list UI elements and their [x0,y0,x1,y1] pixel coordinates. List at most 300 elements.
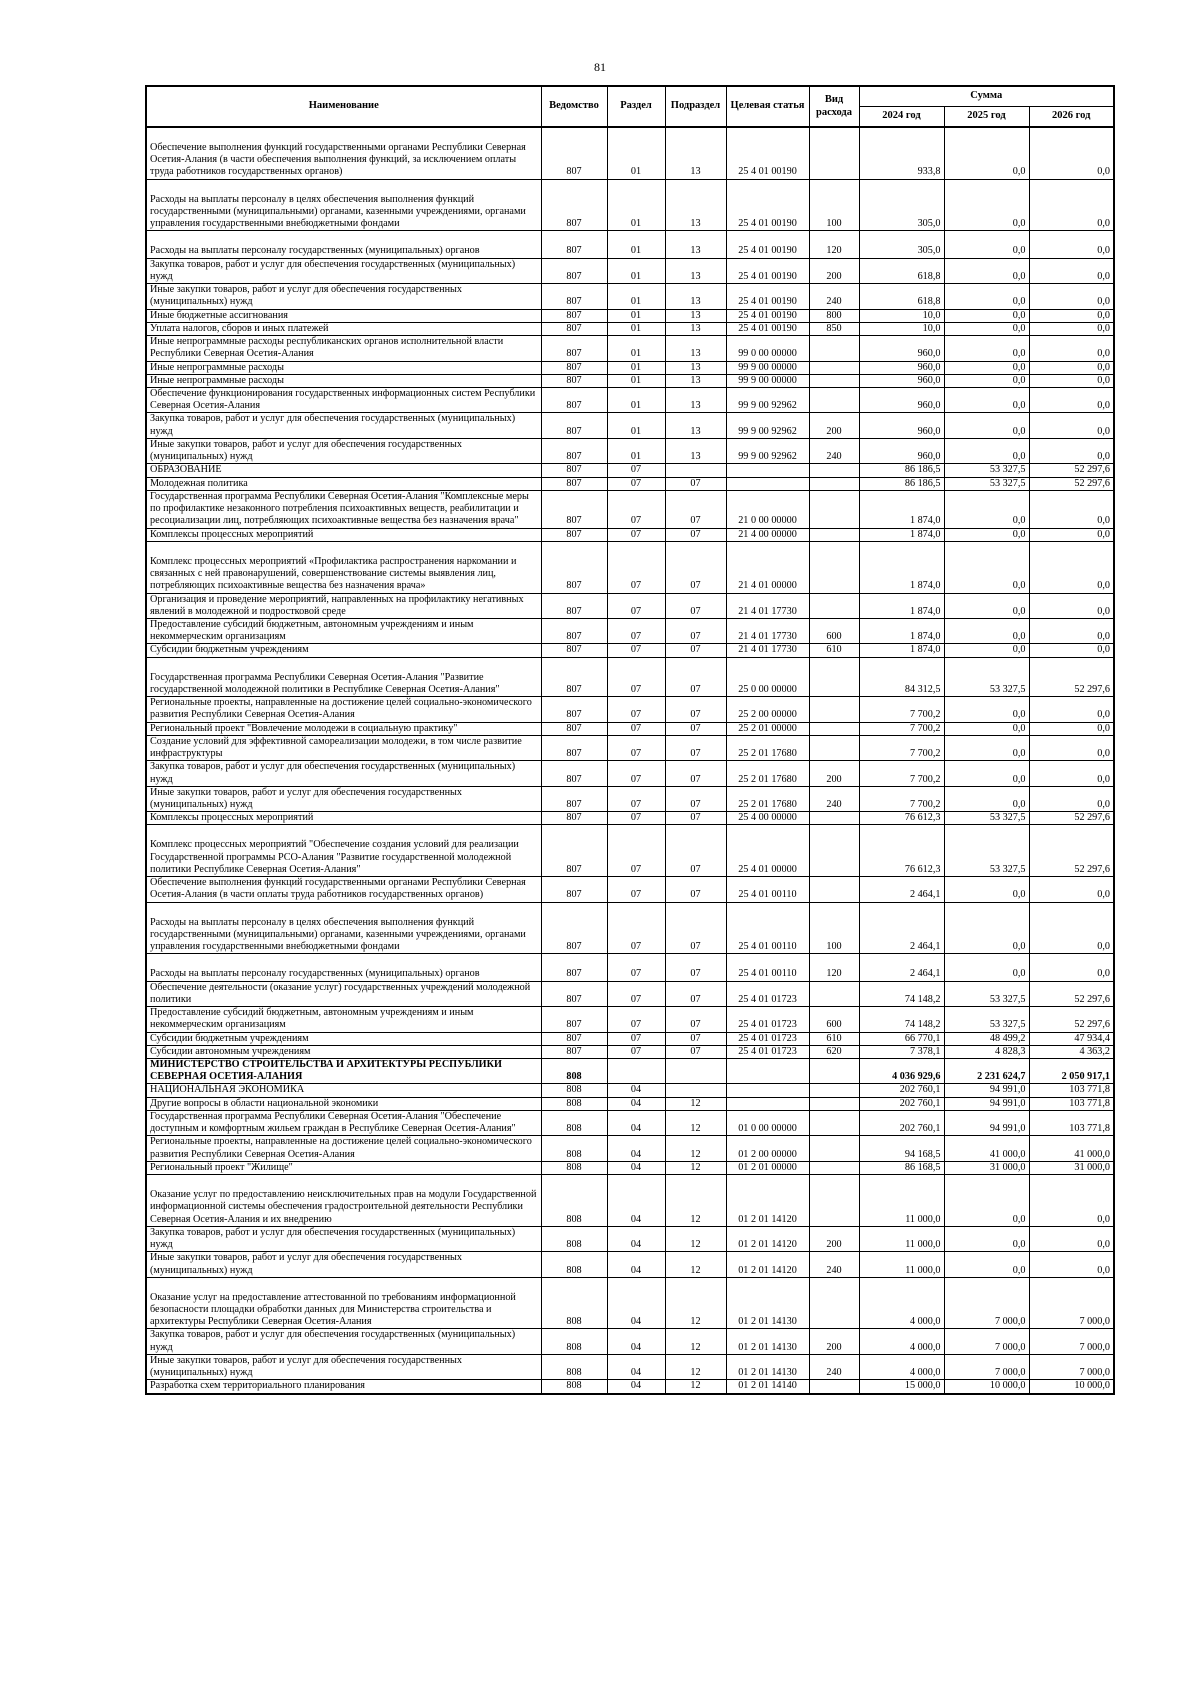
cell-2024: 11 000,0 [859,1175,944,1227]
cell-vid: 200 [809,413,859,438]
cell-2026: 41 000,0 [1029,1136,1114,1161]
cell-target: 25 4 01 00190 [726,231,809,258]
cell-2025: 0,0 [944,258,1029,283]
cell-2026: 0,0 [1029,387,1114,412]
cell-vedomstvo: 807 [541,902,607,954]
cell-2024: 202 760,1 [859,1097,944,1110]
cell-name: Молодежная политика [146,477,541,490]
cell-2024: 1 874,0 [859,541,944,593]
cell-razdel: 07 [607,981,665,1006]
cell-vid: 240 [809,1252,859,1277]
cell-2025: 53 327,5 [944,812,1029,825]
cell-name: Обеспечение выполнения функций государственными органами Республики Северная Осетия-Алания (в части обеспечения выполнения функций, за исключением оплаты труда работников государственных органов) [146,127,541,179]
cell-vedomstvo: 807 [541,761,607,786]
cell-podrazdel: 07 [665,1045,726,1058]
cell-vid [809,1277,859,1329]
cell-2026: 0,0 [1029,231,1114,258]
cell-razdel: 07 [607,697,665,722]
cell-2024: 10,0 [859,309,944,322]
cell-razdel: 07 [607,541,665,593]
cell-name: Расходы на выплаты персоналу государственных (муниципальных) органов [146,231,541,258]
cell-2026: 0,0 [1029,528,1114,541]
cell-vedomstvo: 807 [541,657,607,696]
cell-razdel: 04 [607,1252,665,1277]
cell-2024: 618,8 [859,258,944,283]
header-target: Целевая статья [726,86,809,127]
cell-2024: 960,0 [859,374,944,387]
table-row [146,1175,1114,1227]
cell-vid [809,1097,859,1110]
table-row [146,322,1114,335]
cell-vedomstvo: 807 [541,825,607,877]
cell-2024: 74 148,2 [859,981,944,1006]
cell-vid [809,735,859,760]
cell-podrazdel: 13 [665,179,726,231]
cell-vedomstvo: 807 [541,127,607,179]
cell-vid [809,464,859,477]
cell-razdel: 07 [607,1045,665,1058]
cell-name: ОБРАЗОВАНИЕ [146,464,541,477]
header-summa: Сумма [859,86,1114,107]
cell-vedomstvo: 807 [541,981,607,1006]
table-row [146,374,1114,387]
cell-vedomstvo: 808 [541,1097,607,1110]
cell-2024: 4 000,0 [859,1277,944,1329]
cell-2026: 0,0 [1029,336,1114,361]
cell-razdel: 07 [607,812,665,825]
cell-target: 21 4 00 00000 [726,528,809,541]
cell-2026: 52 297,6 [1029,657,1114,696]
cell-razdel: 07 [607,490,665,528]
cell-podrazdel: 13 [665,231,726,258]
cell-razdel: 04 [607,1097,665,1110]
cell-2025: 0,0 [944,1252,1029,1277]
cell-target: 01 2 01 14130 [726,1354,809,1379]
cell-podrazdel [665,1059,726,1084]
cell-2025: 0,0 [944,528,1029,541]
cell-podrazdel: 07 [665,735,726,760]
cell-2024: 10,0 [859,322,944,335]
cell-target: 25 0 00 00000 [726,657,809,696]
cell-vid [809,528,859,541]
cell-2026: 7 000,0 [1029,1329,1114,1354]
cell-2024: 2 464,1 [859,902,944,954]
cell-2024: 7 700,2 [859,697,944,722]
cell-2025: 41 000,0 [944,1136,1029,1161]
cell-2025: 31 000,0 [944,1161,1029,1174]
cell-2025: 0,0 [944,644,1029,657]
page-number: 81 [594,60,606,74]
cell-name: Иные закупки товаров, работ и услуг для обеспечения государственных (муниципальных) нужд [146,1252,541,1277]
cell-razdel: 01 [607,361,665,374]
cell-target [726,464,809,477]
cell-2026: 0,0 [1029,761,1114,786]
cell-2025: 53 327,5 [944,657,1029,696]
cell-2025: 0,0 [944,786,1029,811]
cell-target: 25 2 01 17680 [726,786,809,811]
cell-vid: 600 [809,618,859,643]
cell-vid [809,387,859,412]
cell-2026: 52 297,6 [1029,981,1114,1006]
table-row [146,1380,1114,1394]
cell-razdel: 07 [607,735,665,760]
cell-podrazdel: 13 [665,361,726,374]
cell-name: Закупка товаров, работ и услуг для обеспечения государственных (муниципальных) нужд [146,1226,541,1251]
cell-vid [809,336,859,361]
cell-2025: 0,0 [944,735,1029,760]
table-row [146,284,1114,309]
cell-name: Оказание услуг по предоставлению неисключительных прав на модули Государственной информационной системы обеспечения градостроительной деятельности Республики Северная Осетия-Алания и их внедрению [146,1175,541,1227]
cell-name: Организация и проведение мероприятий, направленных на профилактику негативных явлений в молодежной и подростковой среде [146,593,541,618]
cell-vid [809,361,859,374]
cell-name: Закупка товаров, работ и услуг для обеспечения государственных (муниципальных) нужд [146,1329,541,1354]
cell-2026: 0,0 [1029,179,1114,231]
table-row [146,387,1114,412]
table-row [146,877,1114,902]
cell-razdel: 07 [607,902,665,954]
cell-razdel: 07 [607,825,665,877]
cell-target: 21 0 00 00000 [726,490,809,528]
table-row [146,1161,1114,1174]
cell-2024: 933,8 [859,127,944,179]
cell-razdel: 07 [607,464,665,477]
cell-podrazdel: 07 [665,954,726,981]
cell-vid [809,877,859,902]
cell-2026: 0,0 [1029,735,1114,760]
cell-target: 25 2 01 17680 [726,735,809,760]
cell-target: 99 9 00 00000 [726,361,809,374]
cell-2024: 1 874,0 [859,528,944,541]
cell-vid: 200 [809,1226,859,1251]
header-vedomstvo: Ведомство [541,86,607,127]
cell-2024: 2 464,1 [859,877,944,902]
cell-2024: 305,0 [859,179,944,231]
cell-vid [809,697,859,722]
cell-podrazdel: 13 [665,309,726,322]
cell-2026: 52 297,6 [1029,1007,1114,1032]
table-row [146,438,1114,463]
cell-name: Иные непрограммные расходы [146,361,541,374]
cell-target [726,1084,809,1097]
cell-2024: 1 874,0 [859,644,944,657]
cell-vedomstvo: 807 [541,1007,607,1032]
cell-name: Иные закупки товаров, работ и услуг для обеспечения государственных (муниципальных) нужд [146,1354,541,1379]
cell-name: НАЦИОНАЛЬНАЯ ЭКОНОМИКА [146,1084,541,1097]
cell-2026: 52 297,6 [1029,812,1114,825]
cell-target: 99 9 00 00000 [726,374,809,387]
cell-2024: 76 612,3 [859,825,944,877]
header-2025: 2025 год [944,107,1029,128]
cell-vedomstvo: 807 [541,387,607,412]
cell-target: 01 2 01 14130 [726,1277,809,1329]
cell-name: Региональный проект "Вовлечение молодежи в социальную практику" [146,722,541,735]
table-row [146,336,1114,361]
cell-2025: 7 000,0 [944,1277,1029,1329]
cell-razdel: 01 [607,231,665,258]
cell-vedomstvo: 807 [541,322,607,335]
cell-2024: 305,0 [859,231,944,258]
cell-podrazdel: 07 [665,528,726,541]
cell-razdel: 07 [607,593,665,618]
cell-name: Субсидии бюджетным учреждениям [146,644,541,657]
cell-target: 21 4 01 17730 [726,593,809,618]
cell-2025: 0,0 [944,1175,1029,1227]
cell-podrazdel: 07 [665,477,726,490]
cell-vedomstvo: 807 [541,618,607,643]
cell-razdel: 07 [607,644,665,657]
cell-2024: 960,0 [859,336,944,361]
cell-podrazdel: 07 [665,593,726,618]
cell-razdel: 01 [607,322,665,335]
cell-podrazdel: 07 [665,812,726,825]
cell-podrazdel [665,1084,726,1097]
cell-vedomstvo: 808 [541,1277,607,1329]
table-row [146,902,1114,954]
cell-vedomstvo: 807 [541,786,607,811]
cell-2025: 0,0 [944,374,1029,387]
table-row [146,1097,1114,1110]
cell-2024: 66 770,1 [859,1032,944,1045]
cell-razdel: 04 [607,1175,665,1227]
cell-target: 25 4 01 00110 [726,877,809,902]
cell-podrazdel: 13 [665,127,726,179]
cell-2024: 618,8 [859,284,944,309]
cell-2024: 7 378,1 [859,1045,944,1058]
table-row [146,477,1114,490]
cell-2024: 2 464,1 [859,954,944,981]
cell-vedomstvo: 808 [541,1354,607,1379]
cell-name: Региональные проекты, направленные на достижение целей социально-экономического развития Республики Северная Осетия-Алания [146,697,541,722]
cell-razdel: 01 [607,284,665,309]
cell-2025: 0,0 [944,179,1029,231]
cell-2026: 0,0 [1029,618,1114,643]
cell-name: Субсидии бюджетным учреждениям [146,1032,541,1045]
table-row [146,464,1114,477]
table-row [146,179,1114,231]
cell-name: Государственная программа Республики Северная Осетия-Алания "Обеспечение доступным и комфортным жильем граждан в Республике Северная Осетия-Алания" [146,1110,541,1135]
table-row [146,825,1114,877]
cell-podrazdel: 12 [665,1161,726,1174]
cell-2025: 0,0 [944,593,1029,618]
cell-vedomstvo: 807 [541,490,607,528]
cell-2024: 960,0 [859,438,944,463]
cell-vedomstvo: 808 [541,1175,607,1227]
header-podrazdel: Подраздел [665,86,726,127]
cell-2025: 7 000,0 [944,1354,1029,1379]
cell-vid: 850 [809,322,859,335]
cell-podrazdel: 07 [665,722,726,735]
cell-razdel: 01 [607,258,665,283]
cell-razdel: 07 [607,786,665,811]
cell-razdel: 04 [607,1136,665,1161]
cell-2024: 7 700,2 [859,761,944,786]
cell-vedomstvo: 807 [541,812,607,825]
cell-vid: 120 [809,231,859,258]
cell-podrazdel: 07 [665,644,726,657]
cell-vid: 240 [809,786,859,811]
cell-2024: 202 760,1 [859,1110,944,1135]
cell-podrazdel: 12 [665,1097,726,1110]
table-row [146,644,1114,657]
cell-podrazdel: 07 [665,490,726,528]
cell-vedomstvo: 808 [541,1110,607,1135]
table-row [146,309,1114,322]
cell-razdel: 04 [607,1329,665,1354]
cell-podrazdel: 13 [665,413,726,438]
cell-vid: 200 [809,761,859,786]
cell-vid [809,541,859,593]
header-2026: 2026 год [1029,107,1114,128]
cell-2025: 0,0 [944,231,1029,258]
cell-podrazdel: 12 [665,1354,726,1379]
cell-name: Региональные проекты, направленные на достижение целей социально-экономического развития Республики Северная Осетия-Алания [146,1136,541,1161]
cell-razdel: 01 [607,374,665,387]
cell-2026: 0,0 [1029,284,1114,309]
cell-2026: 0,0 [1029,1252,1114,1277]
cell-vid [809,374,859,387]
cell-name: Иные непрограммные расходы [146,374,541,387]
table-row [146,954,1114,981]
cell-2025: 53 327,5 [944,825,1029,877]
cell-razdel: 07 [607,657,665,696]
table-row [146,258,1114,283]
cell-target: 01 2 01 14130 [726,1329,809,1354]
cell-target: 25 4 01 00190 [726,309,809,322]
cell-2024: 15 000,0 [859,1380,944,1394]
table-row [146,697,1114,722]
cell-2025: 7 000,0 [944,1329,1029,1354]
cell-2025: 0,0 [944,322,1029,335]
cell-name: Иные закупки товаров, работ и услуг для обеспечения государственных (муниципальных) нужд [146,786,541,811]
cell-vedomstvo: 808 [541,1161,607,1174]
cell-vedomstvo: 807 [541,1045,607,1058]
cell-vedomstvo: 807 [541,258,607,283]
cell-target [726,1097,809,1110]
cell-2026: 0,0 [1029,258,1114,283]
cell-podrazdel: 13 [665,258,726,283]
cell-2024: 94 168,5 [859,1136,944,1161]
cell-razdel: 01 [607,179,665,231]
cell-2025: 0,0 [944,541,1029,593]
cell-2026: 103 771,8 [1029,1097,1114,1110]
cell-podrazdel: 12 [665,1226,726,1251]
cell-target: 21 4 01 17730 [726,644,809,657]
cell-razdel: 04 [607,1226,665,1251]
cell-target: 01 2 01 14120 [726,1175,809,1227]
cell-2025: 0,0 [944,284,1029,309]
cell-podrazdel: 07 [665,786,726,811]
cell-name: Комплекс процессных мероприятий "Обеспечение создания условий для реализации Государственной программы РСО-Алания "Развитие государственной молодежной политики Республике Северная Осетия-Алания" [146,825,541,877]
cell-name: Расходы на выплаты персоналу в целях обеспечения выполнения функций государственными (муниципальными) органами, казенными учреждениями, органами управления государственными внебюджетными фондами [146,902,541,954]
cell-2026: 7 000,0 [1029,1277,1114,1329]
cell-2025: 0,0 [944,722,1029,735]
cell-2024: 11 000,0 [859,1252,944,1277]
cell-name: Обеспечение выполнения функций государственными органами Республики Северная Осетия-Алания (в части оплаты труда работников государственных органов) [146,877,541,902]
cell-name: Уплата налогов, сборов и иных платежей [146,322,541,335]
cell-podrazdel: 13 [665,336,726,361]
cell-vid [809,1380,859,1394]
header-vid: Вид расхода [809,86,859,127]
cell-2024: 76 612,3 [859,812,944,825]
cell-name: МИНИСТЕРСТВО СТРОИТЕЛЬСТВА И АРХИТЕКТУРЫ РЕСПУБЛИКИ СЕВЕРНАЯ ОСЕТИЯ-АЛАНИЯ [146,1059,541,1084]
cell-name: Закупка товаров, работ и услуг для обеспечения государственных (муниципальных) нужд [146,258,541,283]
cell-name: Предоставление субсидий бюджетным, автономным учреждениям и иным некоммерческим организациям [146,1007,541,1032]
cell-2024: 960,0 [859,387,944,412]
cell-target: 99 0 00 00000 [726,336,809,361]
table-row [146,127,1114,179]
cell-name: Другие вопросы в области национальной экономики [146,1097,541,1110]
cell-2026: 0,0 [1029,786,1114,811]
cell-razdel: 01 [607,438,665,463]
cell-target: 25 4 01 00190 [726,258,809,283]
cell-2026: 31 000,0 [1029,1161,1114,1174]
cell-razdel: 07 [607,954,665,981]
header-name: Наименование [146,86,541,127]
cell-vedomstvo: 807 [541,284,607,309]
cell-vid: 240 [809,1354,859,1379]
cell-vid: 200 [809,1329,859,1354]
table-row [146,1032,1114,1045]
cell-podrazdel: 13 [665,322,726,335]
header-razdel: Раздел [607,86,665,127]
cell-2025: 94 991,0 [944,1097,1029,1110]
cell-vid: 800 [809,309,859,322]
table-row [146,1007,1114,1032]
cell-vedomstvo: 807 [541,644,607,657]
cell-2024: 4 000,0 [859,1354,944,1379]
cell-2024: 7 700,2 [859,722,944,735]
cell-vid: 620 [809,1045,859,1058]
cell-2024: 86 186,5 [859,477,944,490]
cell-2026: 0,0 [1029,593,1114,618]
cell-2025: 4 828,3 [944,1045,1029,1058]
cell-vedomstvo: 807 [541,528,607,541]
cell-2025: 0,0 [944,336,1029,361]
cell-vid [809,127,859,179]
cell-vid: 120 [809,954,859,981]
cell-vedomstvo: 807 [541,336,607,361]
table-header [146,86,1114,127]
cell-target: 25 4 01 00110 [726,954,809,981]
cell-vedomstvo: 807 [541,735,607,760]
table-row [146,981,1114,1006]
cell-2026: 103 771,8 [1029,1110,1114,1135]
cell-vid: 240 [809,284,859,309]
cell-vid [809,1084,859,1097]
cell-name: Иные непрограммные расходы республиканских органов исполнительной власти Республики Северная Осетия-Алания [146,336,541,361]
cell-podrazdel: 07 [665,541,726,593]
cell-name: Закупка товаров, работ и услуг для обеспечения государственных (муниципальных) нужд [146,761,541,786]
cell-podrazdel: 07 [665,902,726,954]
cell-vedomstvo: 808 [541,1084,607,1097]
cell-target: 01 2 01 14140 [726,1380,809,1394]
cell-2026: 0,0 [1029,361,1114,374]
cell-vid: 610 [809,644,859,657]
cell-target: 01 2 01 14120 [726,1252,809,1277]
cell-2025: 10 000,0 [944,1380,1029,1394]
table-row [146,735,1114,760]
cell-2024: 1 874,0 [859,593,944,618]
cell-2025: 53 327,5 [944,477,1029,490]
cell-podrazdel [665,464,726,477]
cell-razdel [607,1059,665,1084]
cell-2024: 11 000,0 [859,1226,944,1251]
cell-2025: 0,0 [944,387,1029,412]
cell-target: 25 2 01 00000 [726,722,809,735]
cell-podrazdel: 12 [665,1136,726,1161]
cell-2025: 0,0 [944,761,1029,786]
cell-vid: 100 [809,902,859,954]
